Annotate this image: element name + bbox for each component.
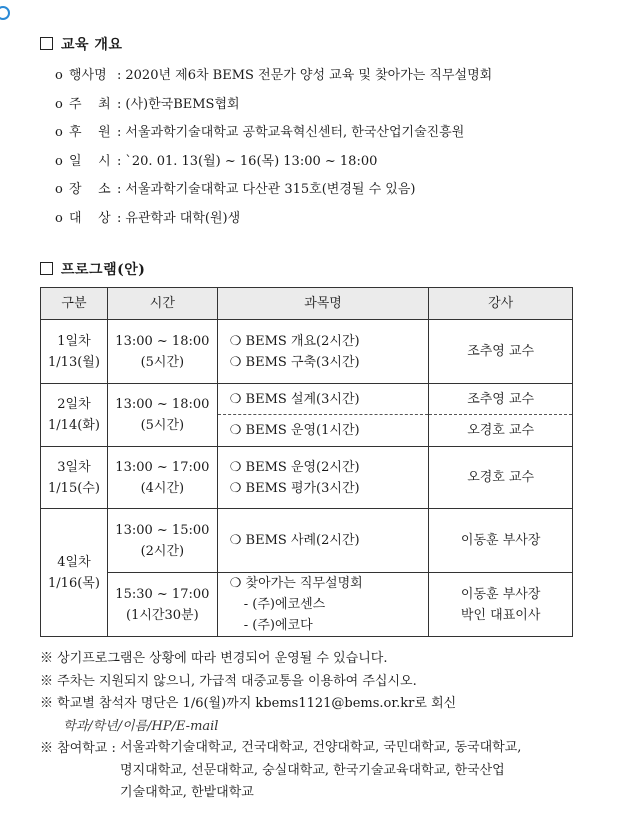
school-line: 서울과학기술대학교, 건국대학교, 건양대학교, 국민대학교, 동국대학교, xyxy=(120,740,522,755)
school-line: 기술대학교, 한밭대학교 xyxy=(120,785,254,800)
table-row xyxy=(41,320,573,384)
lecturer-cell: 오경호 교수 xyxy=(429,447,573,509)
subject-cell: ❍ BEMS 운영(1시간) xyxy=(217,415,429,447)
lecturer-cell: 조추영 교수 xyxy=(429,384,573,415)
time-cell: 13:00 ~ 18:00 (5시간) xyxy=(107,320,217,384)
overview-item-target: o 대 상 : 유관학과 대학(원)생 xyxy=(55,210,241,226)
day-cell: 2일차 1/14(화) xyxy=(41,384,108,447)
overview-list xyxy=(55,64,492,235)
day-cell: 4일차 1/16(목) xyxy=(41,509,108,637)
header-subject: 과목명 xyxy=(217,288,429,320)
overview-item-place: o 장 소 : 서울과학기술대학교 다산관 315호(변경될 수 있음) xyxy=(55,182,416,197)
day-cell: 1일차 1/13(월) xyxy=(41,320,108,384)
table-row xyxy=(41,447,573,509)
time-cell: 13:00 ~ 18:00 (5시간) xyxy=(107,384,217,447)
table-row xyxy=(41,573,573,637)
note-sub: 학과/학년/이름/HP/E-mail xyxy=(63,718,219,734)
note-item: ※ 상기프로그램은 상황에 따라 변경되어 운영될 수 있습니다. xyxy=(40,651,388,666)
notes xyxy=(40,647,600,805)
overview-item-sponsor: o 후 원 : 서울과학기술대학교 공학교육혁신센터, 한국산업기술진흥원 xyxy=(55,125,465,140)
overview-item-host: o 주 최 : (사)한국BEMS협회 xyxy=(55,96,240,112)
day-cell: 3일차 1/15(수) xyxy=(41,447,108,509)
overview-item-event: o 행사명 : 2020년 제6차 BEMS 전문가 양성 교육 및 찾아가는 직무설명회 xyxy=(55,68,493,83)
school-line: 명지대학교, 선문대학교, 숭실대학교, 한국기술교육대학교, 한국산업 xyxy=(120,762,505,778)
checkbox-square-icon xyxy=(40,262,53,275)
time-cell: 13:00 ~ 17:00 (4시간) xyxy=(107,447,217,509)
program-heading: 프로그램(안) xyxy=(40,259,145,279)
note-item: ※ 주차는 지원되지 않으니, 가급적 대중교통을 이용하여 주십시오. xyxy=(40,673,417,689)
subject-cell: ❍ 찾아가는 직무설명회 - (주)에코센스 - (주)에코다 xyxy=(217,573,429,637)
table-row xyxy=(41,384,573,415)
header-time: 시간 xyxy=(107,288,217,320)
note-item: ※ 학교별 참석자 명단은 1/6(월)까지 kbems1121@bems.or.kr로 회신 xyxy=(40,696,457,711)
header-category: 구분 xyxy=(41,288,108,320)
checkbox-square-icon xyxy=(40,37,53,50)
corner-circle-icon xyxy=(0,6,10,20)
subject-cell: ❍ BEMS 개요(2시간) ❍ BEMS 구축(3시간) xyxy=(217,320,429,384)
time-cell: 13:00 ~ 15:00 (2시간) xyxy=(107,509,217,573)
header-lecturer: 강사 xyxy=(429,288,573,320)
lecturer-cell: 조추영 교수 xyxy=(429,320,573,384)
lecturer-cell: 이동훈 부사장 박인 대표이사 xyxy=(429,573,573,637)
table-header-row xyxy=(41,288,573,320)
subject-cell: ❍ BEMS 운영(2시간) ❍ BEMS 평가(3시간) xyxy=(217,447,429,509)
lecturer-cell: 오경호 교수 xyxy=(429,415,573,447)
subject-cell: ❍ BEMS 설계(3시간) xyxy=(217,384,429,415)
overview-item-date: o 일 시 : `20. 01. 13(월) ~ 16(목) 13:00 ~ 18:00 xyxy=(55,153,378,169)
lecturer-cell: 이동훈 부사장 xyxy=(429,509,573,573)
table-row xyxy=(41,509,573,573)
note-schools: ※ 참여학교 : 서울과학기술대학교, 건국대학교, 건양대학교, 국민대학교, 동국대학교, 명지대학교, 선문대학교, 숭실대학교, 한국기술교육대학교, 한국산업 기술대학교, 한밭대학교 xyxy=(40,737,600,805)
program-table xyxy=(40,287,573,637)
time-cell: 15:30 ~ 17:00 (1시간30분) xyxy=(107,573,217,637)
subject-cell: ❍ BEMS 사례(2시간) xyxy=(217,509,429,573)
overview-heading: 교육 개요 xyxy=(40,34,122,54)
